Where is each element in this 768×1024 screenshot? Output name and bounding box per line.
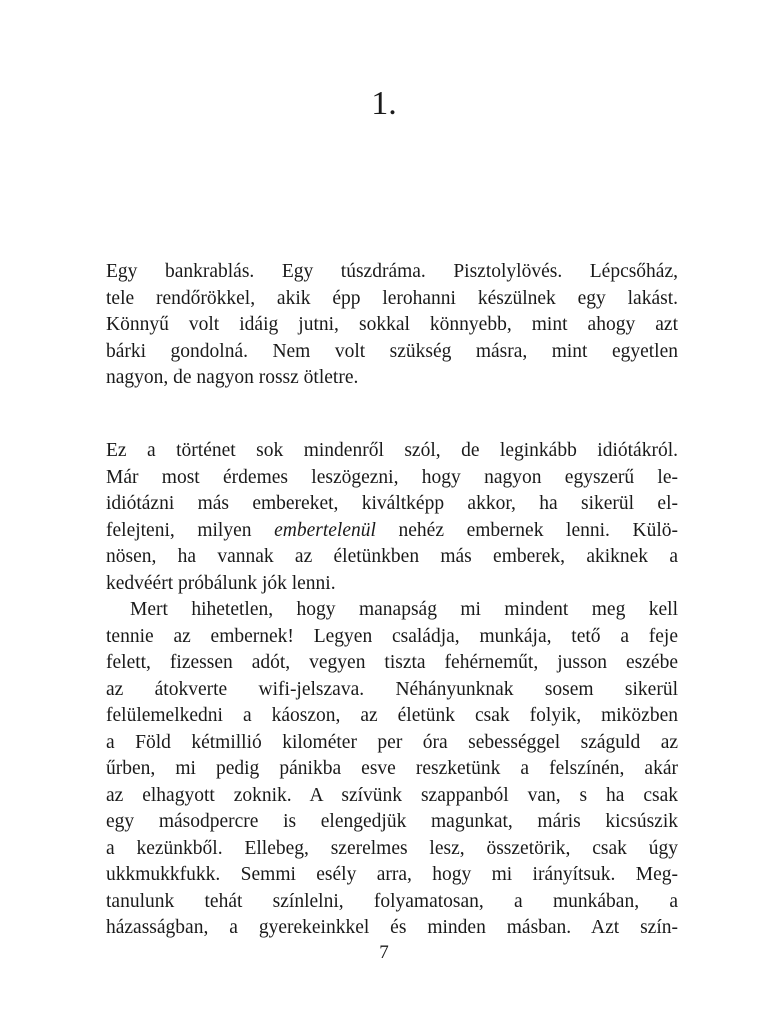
- text-line: idiótázni más embereket, kiváltképp akkor, ha sikerül el-: [106, 493, 678, 514]
- text-line: űrben, mi pedig pánikba esve reszketünk a felszínén, akár: [106, 758, 678, 779]
- third-paragraph: [106, 597, 678, 942]
- text-fragment: nehéz embernek lenni. Külö-: [375, 519, 678, 541]
- text-line: az elhagyott zoknik. A szívünk szappanból van, s ha csak: [106, 784, 678, 806]
- text-line: Könnyű volt idáig jutni, sokkal könnyebb, mint ahogy azt: [106, 314, 678, 335]
- text-line: házasságban, a gyerekeinkkel és minden másban. Azt szín-: [106, 917, 678, 938]
- text-line: ukkmukkfukk. Semmi esély arra, hogy mi irányítsuk. Meg-: [106, 864, 678, 885]
- text-line: Mert hihetetlen, hogy manapság mi mindent meg kell: [130, 599, 678, 620]
- body-text: [106, 438, 678, 942]
- opening-paragraph: [106, 259, 678, 392]
- chapter-number: 1.: [371, 85, 397, 122]
- text-line: tele rendőrökkel, akik épp lerohanni készülnek egy lakást.: [106, 287, 678, 309]
- text-line: a Föld kétmillió kilométer per óra sebességgel száguld az: [106, 731, 678, 753]
- text-line: Ez a történet sok mindenről szól, de leginkább idiótákról.: [106, 440, 678, 461]
- text-line: felett, fizessen adót, vegyen tiszta fehérneműt, jusson eszébe: [106, 652, 678, 673]
- text-line: nösen, ha vannak az életünkben más emberek, akiknek a: [106, 546, 678, 567]
- text-line: kedvéért próbálunk jók lenni.: [106, 572, 336, 594]
- text-line: bárki gondolná. Nem volt szükség másra, mint egyetlen: [106, 340, 678, 362]
- page-number: 7: [379, 942, 389, 963]
- text-line: az átokverte wifi-jelszava. Néhányunknak sosem sikerül: [106, 678, 678, 700]
- text-line: tanulunk tehát színlelni, folyamatosan, a munkában, a: [106, 890, 678, 912]
- text-line: [106, 518, 678, 545]
- text-line: tennie az embernek! Legyen családja, munkája, tető a feje: [106, 625, 678, 647]
- text-line: Már most érdemes leszögezni, hogy nagyon egyszerű le-: [106, 466, 678, 488]
- second-paragraph: [106, 438, 678, 597]
- text-line: Egy bankrablás. Egy túszdráma. Pisztolylövés. Lépcsőház,: [106, 261, 678, 282]
- italic-emphasis: embertelenül: [274, 519, 376, 541]
- text-line: a kezünkből. Ellebeg, szerelmes lesz, összetörik, csak úgy: [106, 837, 678, 859]
- text-fragment: felejteni, milyen: [106, 519, 275, 541]
- text-line: nagyon, de nagyon rossz ötletre.: [106, 367, 359, 388]
- text-line: felülemelkedni a káoszon, az életünk csak folyik, miközben: [106, 705, 678, 726]
- text-line: egy másodpercre is elengedjük magunkat, máris kicsúszik: [106, 811, 678, 832]
